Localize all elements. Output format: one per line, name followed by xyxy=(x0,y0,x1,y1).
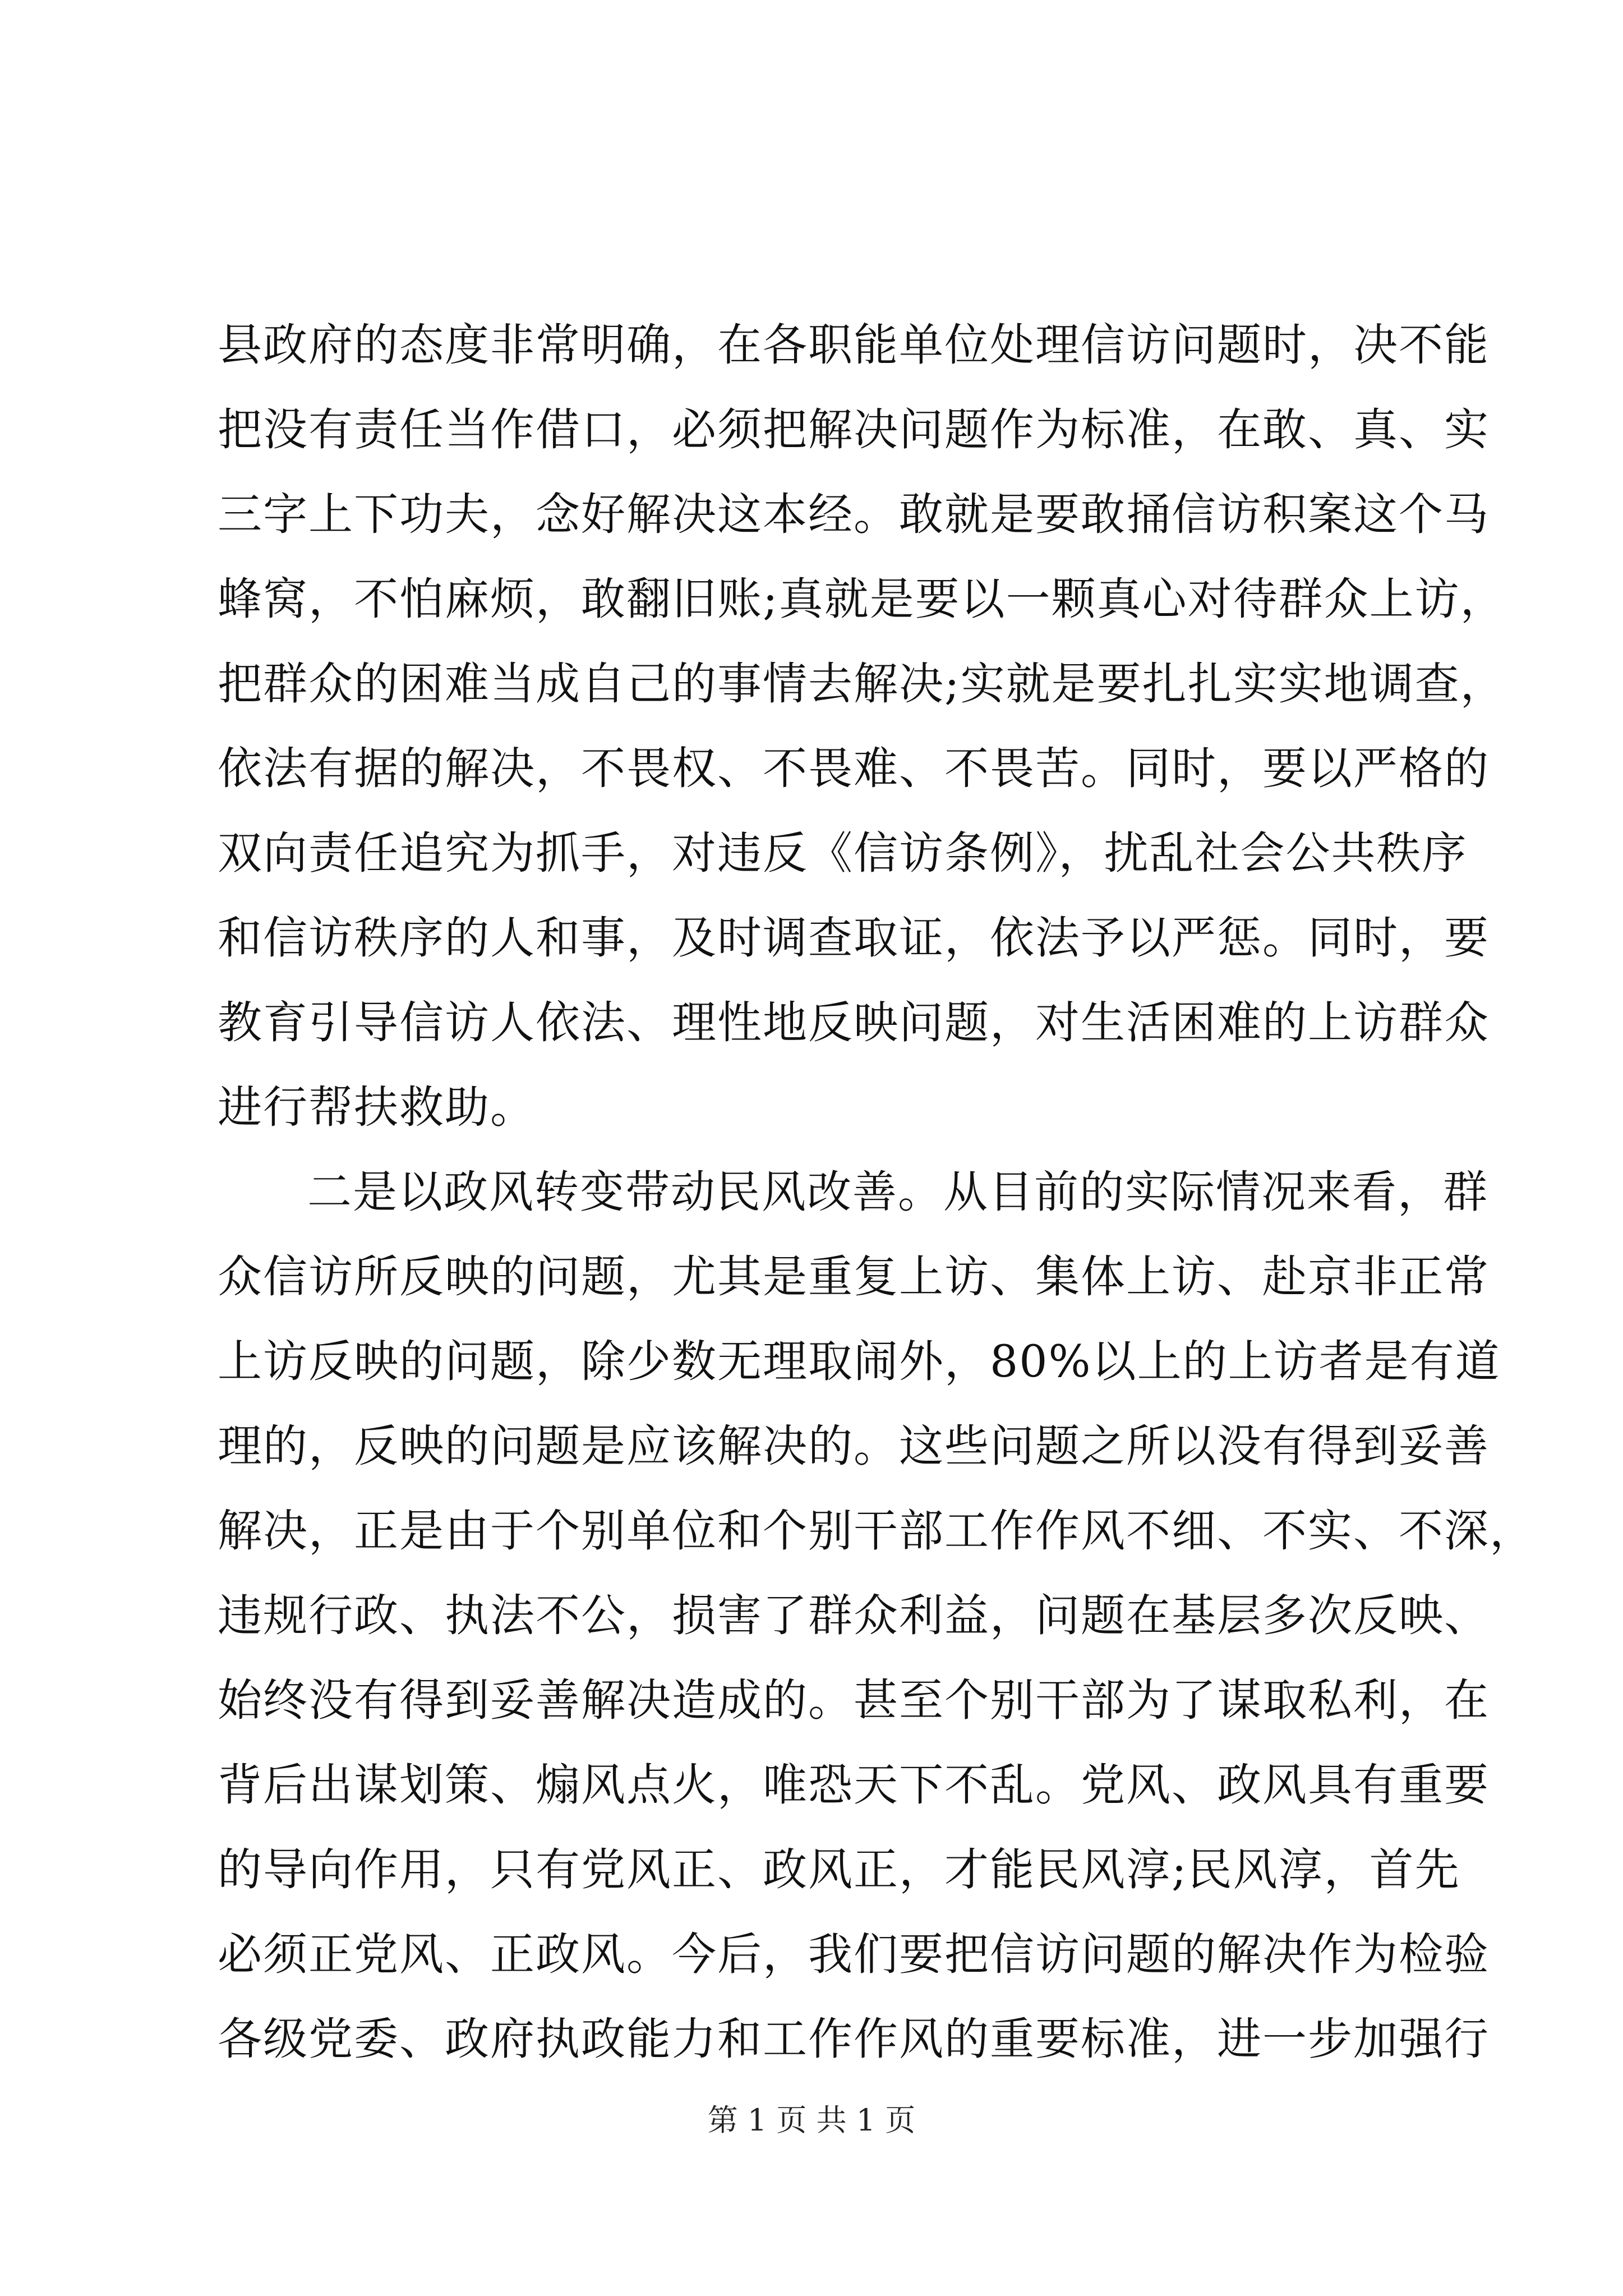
document-body xyxy=(218,303,1535,2082)
text-line: 背后出谋划策、煽风点火，唯恐天下不乱。党风、政风具有重要 xyxy=(218,1759,1490,1811)
text-line: 三字上下功夫，念好解决这本经。敢就是要敢捅信访积案这个马 xyxy=(218,489,1490,540)
text-line: 众信访所反映的问题，尤其是重复上访、集体上访、赴京非正常 xyxy=(218,1251,1490,1303)
text-line: 把群众的困难当成自己的事情去解决;实就是要扎扎实实地调查， xyxy=(218,658,1506,710)
paragraph-1 xyxy=(218,303,1506,1150)
text-line: 二是以政风转变带动民风改善。从目前的实际情况来看，群 xyxy=(307,1166,1488,1218)
text-line: 和信访秩序的人和事，及时调查取证，依法予以严惩。同时，要 xyxy=(218,912,1490,964)
text-line: 把没有责任当作借口，必须把解决问题作为标准，在敢、真、实 xyxy=(218,404,1490,455)
text-line: 必须正党风、正政风。今后，我们要把信访问题的解决作为检验 xyxy=(218,1929,1490,1980)
text-line: 进行帮扶救助。 xyxy=(218,1082,536,1133)
text-line: 违规行政、执法不公，损害了群众利益，问题在基层多次反映、 xyxy=(218,1590,1490,1641)
text-line: 双向责任追究为抓手，对违反《信访条例》，扰乱社会公共秩序 xyxy=(218,827,1468,879)
paragraph-2 xyxy=(218,1150,1535,2082)
page-footer xyxy=(0,2101,1623,2140)
text-line: 县政府的态度非常明确，在各职能单位处理信访问题时，决不能 xyxy=(218,319,1490,371)
text-line: 的导向作用，只有党风正、政风正，才能民风淳;民风淳，首先 xyxy=(218,1844,1460,1895)
page-number-label: 第 1 页 共 1 页 xyxy=(707,2102,916,2138)
text-line: 依法有据的解决，不畏权、不畏难、不畏苦。同时，要以严格的 xyxy=(218,743,1490,794)
text-line: 始终没有得到妥善解决造成的。甚至个别干部为了谋取私利，在 xyxy=(218,1674,1490,1726)
text-line: 各级党委、政府执政能力和工作作风的重要标准，进一步加强行 xyxy=(218,2013,1490,2065)
text-line: 上访反映的问题，除少数无理取闹外，80%以上的上访者是有道 xyxy=(218,1336,1501,1387)
text-line: 理的，反映的问题是应该解决的。这些问题之所以没有得到妥善 xyxy=(218,1420,1490,1472)
text-line: 解决，正是由于个别单位和个别干部工作作风不细、不实、不深， xyxy=(218,1505,1535,1557)
text-line: 蜂窝，不怕麻烦，敢翻旧账;真就是要以一颗真心对待群众上访， xyxy=(218,573,1506,625)
text-line: 教育引导信访人依法、理性地反映问题，对生活困难的上访群众 xyxy=(218,997,1490,1048)
